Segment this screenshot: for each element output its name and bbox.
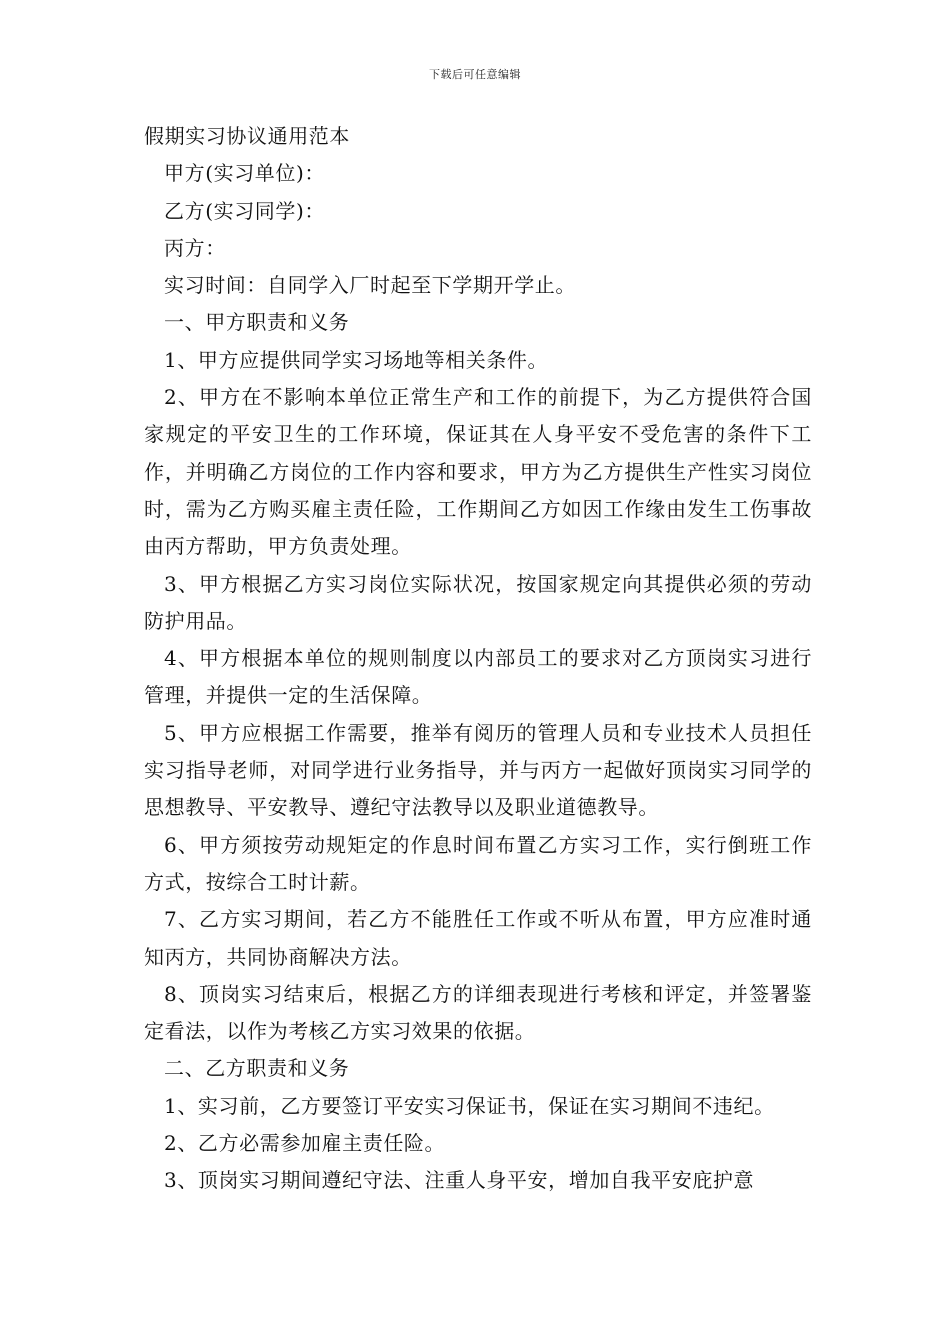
clause-a-3: 3、甲方根据乙方实习岗位实际状况，按国家规定向其提供必须的劳动防护用品。 [144, 571, 812, 633]
clause-a-4: 4、甲方根据本单位的规则制度以内部员工的要求对乙方顶岗实习进行管理，并提供一定的生活保障。 [144, 646, 812, 708]
paragraph-party-a: 甲方(实习单位)： [164, 161, 326, 186]
paragraph-internship-period: 实习时间：自同学入厂时起至下学期开学止。 [164, 273, 576, 298]
document-body [144, 118, 812, 1200]
clause-a-1: 1、甲方应提供同学实习场地等相关条件。 [164, 347, 549, 372]
clause-a-7: 7、乙方实习期间，若乙方不能胜任工作或不听从布置，甲方应准时通知丙方，共同协商解决方法。 [144, 907, 812, 969]
clause-b-3: 3、顶岗实习期间遵纪守法、注重人身平安，增加自我平安庇护意 [164, 1168, 755, 1193]
section-heading-party-b: 二、乙方职责和义务 [164, 1056, 350, 1081]
paragraph-party-c: 丙方： [164, 235, 226, 260]
document-title: 假期实习协议通用范本 [144, 124, 350, 148]
clause-a-5: 5、甲方应根据工作需要，推举有阅历的管理人员和专业技术人员担任实习指导老师，对同学进行业务指导，并与丙方一起做好顶岗实习同学的思想教导、平安教导、遵纪守法教导以及职业道德教导。 [144, 720, 812, 820]
section-heading-party-a: 一、甲方职责和义务 [164, 310, 350, 335]
clause-a-2: 2、甲方在不影响本单位正常生产和工作的前提下，为乙方提供符合国家规定的平安卫生的工作环境，保证其在人身平安不受危害的条件下工作，并明确乙方岗位的工作内容和要求，甲方为乙方提供生产性实习岗位时，需为乙方购买雇主责任险，工作期间乙方如因工作缘由发生工伤事故由丙方帮助，甲方负责处理。 [144, 385, 812, 559]
clause-b-1: 1、实习前，乙方要签订平安实习保证书，保证在实习期间不违纪。 [164, 1093, 775, 1118]
clause-a-8: 8、顶岗实习结束后，根据乙方的详细表现进行考核和评定，并签署鉴定看法，以作为考核乙方实习效果的依据。 [144, 981, 812, 1044]
clause-a-6: 6、甲方须按劳动规矩定的作息时间布置乙方实习工作，实行倒班工作方式，按综合工时计薪。 [144, 832, 812, 894]
clause-b-2: 2、乙方必需参加雇主责任险。 [164, 1131, 446, 1156]
header-note: 下载后可任意编辑 [429, 68, 521, 81]
paragraph-party-b: 乙方(实习同学)： [164, 198, 326, 223]
